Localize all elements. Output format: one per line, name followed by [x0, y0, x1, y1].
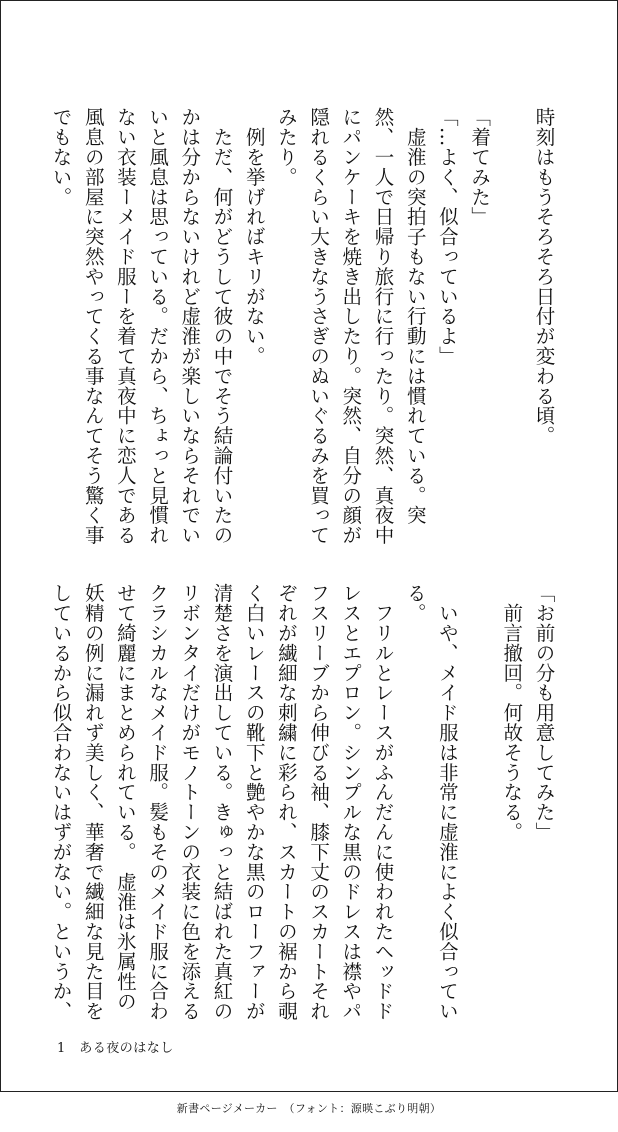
- text-column: 「着てみた」: [468, 107, 492, 227]
- text-column: ただ、何がどうして彼の中でそう結論付いたの: [210, 107, 234, 545]
- text-column: 前言撤回。何故そうなる。: [500, 583, 524, 842]
- text-column: にパンケーキを焼き出したり。突然、自分の顔が: [339, 107, 363, 545]
- text-column: かは分からないけれど虚淮が楽しいならそれでい: [178, 107, 202, 545]
- text-column: でもない。: [49, 107, 73, 207]
- text-column: く白いレースの靴下と艶やかな黒のローファーが: [242, 583, 266, 1021]
- text-column: 妖精の例に漏れず美しく、華奢で繊細な見た目を: [81, 583, 105, 1021]
- text-column: フスリーブから伸びる袖、膝下丈のスカートそれ: [307, 583, 331, 1021]
- text-column: 然、一人で日帰り旅行に行ったり。突然、真夜中: [371, 107, 395, 545]
- text-column: 例を挙げればキリがない。: [242, 107, 266, 366]
- text-column: フリルとレースがふんだんに使われたヘッドド: [371, 583, 395, 1021]
- text-column: いと風息は思っている。だから、ちょっと見慣れ: [146, 107, 170, 545]
- text-column: ない衣装ーメイド服ーを着て真夜中に恋人である: [113, 107, 137, 545]
- text-column: ぞれが繊細な刺繍に彩られ、スカートの裾から覗: [274, 583, 298, 1021]
- text-column: しているから似合わないはずがない。というか、: [49, 583, 73, 1021]
- text-column: 隠れるくらい大きなうさぎのぬいぐるみを買って: [307, 107, 331, 545]
- text-column: 時刻はもうそろそろ日付が変わる頃。: [532, 107, 556, 446]
- text-column: みたり。: [274, 107, 298, 187]
- text-column: いや、メイド服は非常に虚淮によく似合ってい: [435, 583, 459, 1021]
- text-column: 「…よく、似合っているよ」: [435, 107, 459, 366]
- text-column: レスとエプロン。シンプルな黒のドレスは襟やパ: [339, 583, 363, 1021]
- text-column: 風息の部屋に突然やってくる事なんてそう驚く事: [81, 107, 105, 545]
- text-column: る。: [403, 583, 427, 623]
- text-column: 虚淮の突拍子もない行動には慣れている。突: [403, 107, 427, 525]
- text-column: 清楚さを演出している。きゅっと結ばれた真紅の: [210, 583, 234, 1021]
- text-column: 「お前の分も用意してみた」: [532, 583, 556, 842]
- text-column: クラシカルなメイド服。髪もそのメイド服に合わ: [146, 583, 170, 1021]
- page-folio: 1 ある夜のはなし: [57, 1041, 174, 1056]
- generator-credit: 新書ページメーカー （フォント：源暎こぶり明朝）: [176, 1102, 442, 1115]
- text-column: せて綺麗にまとめられている。 虚淮は氷属性の: [113, 583, 137, 1012]
- text-column: リボンタイだけがモノトーンの衣装に色を添える: [178, 583, 202, 1021]
